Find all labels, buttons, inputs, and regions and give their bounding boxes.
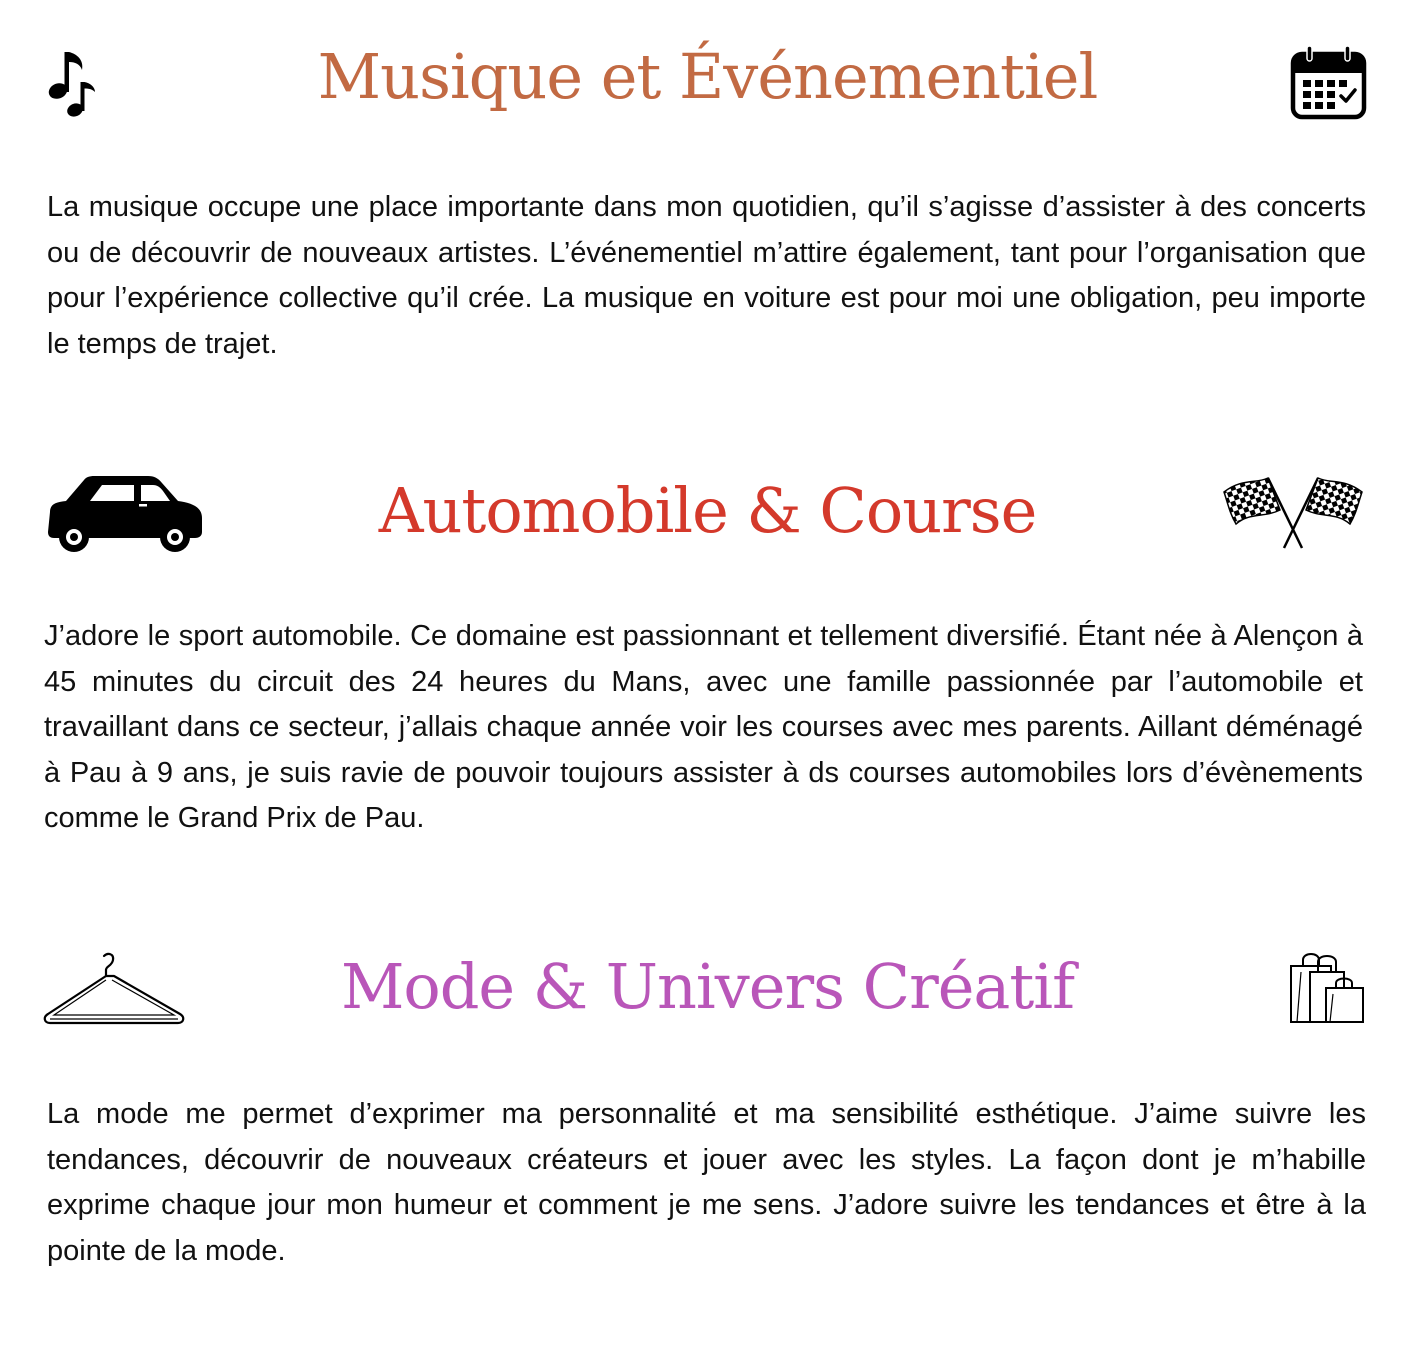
section-title: Automobile & Course — [378, 474, 1037, 547]
checkered-flags-icon — [1220, 474, 1366, 550]
section-musique — [0, 0, 1415, 430]
section-paragraph: J’adore le sport automobile. Ce domaine est passionnant et tellement diversifié. Étant née à Alençon à 45 minutes du circuit des 24 heures du Mans, avec une famille passionnée par l’automobile et travaillant dans ce secteur, j’allais chaque année voir les courses avec mes parents. Aillant déménagé à Pau à 9 ans, je suis ravie de pouvoir toujours assister à ds courses automobiles lors d’évènements comme le Grand Prix de Pau. — [44, 620, 1363, 835]
shopping-bags-icon — [1288, 950, 1366, 1026]
section-paragraph: La musique occupe une place importante dans mon quotidien, qu’il s’agisse d’assister à des concerts ou de découvrir de nouveaux artistes. L’événementiel m’attire également, tant pour l’organisation que pour l’expérience collective qu’il crée. La musique en voiture est pour moi une obligation, peu importe le temps de trajet. — [47, 191, 1366, 360]
section-title: Mode & Univers Créatif — [340, 950, 1075, 1023]
section-mode — [0, 900, 1415, 1352]
section-paragraph: La mode me permet d’exprimer ma personnalité et ma sensibilité esthétique. J’aime suivre les tendances, découvrir de nouveaux créateurs et jouer avec les styles. La façon dont je m’habille exprime chaque jour mon humeur et comment je me sens. J’adore suivre les tendances et être à la pointe de la mode. — [47, 1098, 1366, 1267]
section-automobile — [0, 430, 1415, 900]
section-title: Musique et Événementiel — [317, 40, 1098, 113]
calendar-icon — [1290, 44, 1368, 122]
